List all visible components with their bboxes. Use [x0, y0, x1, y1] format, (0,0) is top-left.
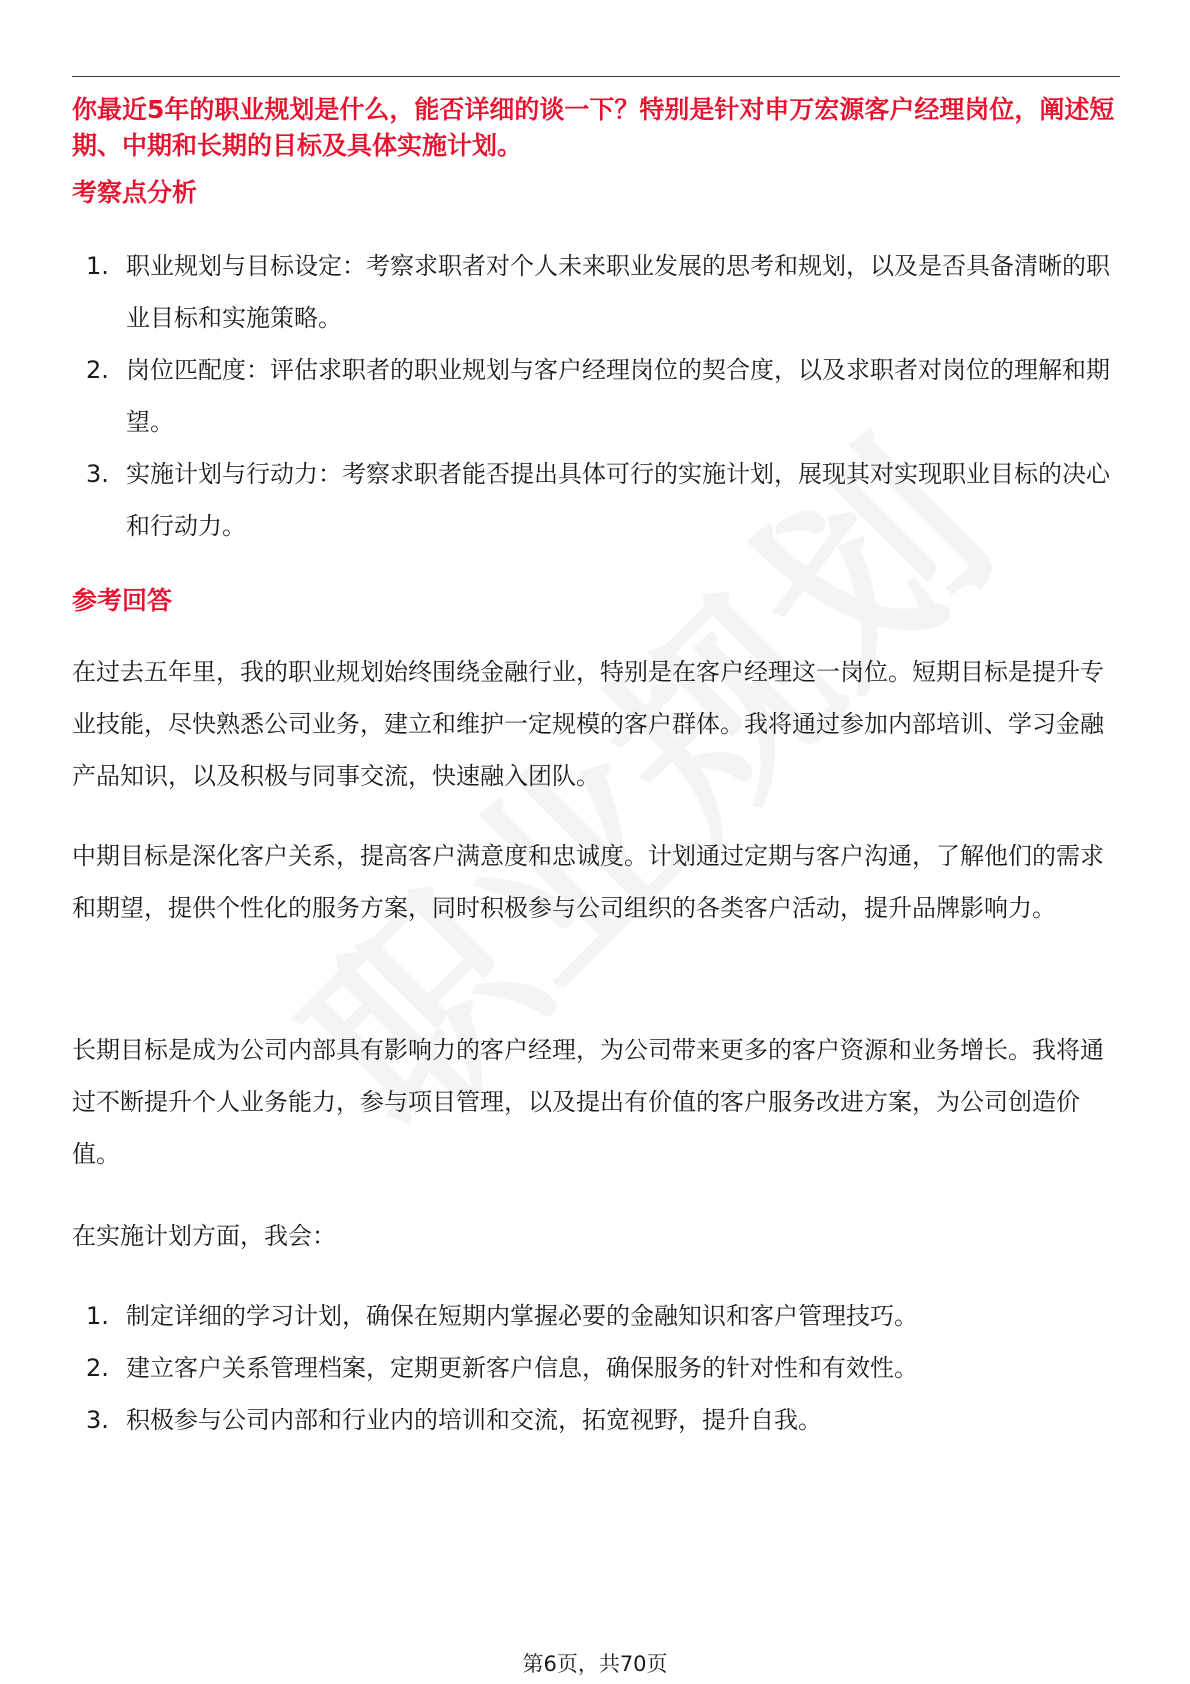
analysis-title: 考察点分析: [72, 178, 198, 207]
list-item: [72, 448, 1120, 552]
list-item: [72, 240, 1120, 344]
list-item-number: 2.: [86, 356, 109, 384]
list-item-text: 制定详细的学习计划，确保在短期内掌握必要的金融知识和客户管理技巧。: [126, 1302, 918, 1330]
analysis-list: [72, 240, 1120, 552]
list-item: [72, 1342, 1120, 1394]
list-item: [72, 1394, 1120, 1446]
header-rule: [72, 76, 1120, 77]
list-item: [72, 1290, 1120, 1342]
answer-title: 参考回答: [72, 586, 173, 615]
list-item-text: 职业规划与目标设定：考察求职者对个人未来职业发展的思考和规划，以及是否具备清晰的职业目标和实施策略。: [126, 252, 1110, 332]
list-item-number: 3.: [86, 1406, 109, 1434]
list-item-number: 1.: [86, 252, 109, 280]
list-item-text: 实施计划与行动力：考察求职者能否提出具体可行的实施计划，展现其对实现职业目标的决心和行动力。: [126, 460, 1110, 540]
list-item: [72, 344, 1120, 448]
list-item-text: 岗位匹配度：评估求职者的职业规划与客户经理岗位的契合度，以及求职者对岗位的理解和期望。: [126, 356, 1110, 436]
list-item-text: 积极参与公司内部和行业内的培训和交流，拓宽视野，提升自我。: [126, 1406, 822, 1434]
page-footer: 第6页，共70页: [522, 1652, 668, 1676]
answer-paragraph-2: 中期目标是深化客户关系，提高客户满意度和忠诚度。计划通过定期与客户沟通，了解他们的需求和期望，提供个性化的服务方案，同时积极参与公司组织的各类客户活动，提升品牌影响力。: [72, 842, 1104, 922]
list-item-number: 2.: [86, 1354, 109, 1382]
plan-list: [72, 1290, 1120, 1446]
list-item-number: 1.: [86, 1302, 109, 1330]
answer-paragraph-1: 在过去五年里，我的职业规划始终围绕金融行业，特别是在客户经理这一岗位。短期目标是提升专业技能，尽快熟悉公司业务，建立和维护一定规模的客户群体。我将通过参加内部培训、学习金融产品知识，以及积极与同事交流，快速融入团队。: [72, 658, 1104, 790]
answer-paragraph-3: 长期目标是成为公司内部具有影响力的客户经理，为公司带来更多的客户资源和业务增长。我将通过不断提升个人业务能力，参与项目管理，以及提出有价值的客户服务改进方案，为公司创造价值。: [72, 1036, 1104, 1168]
question-heading: 你最近5年的职业规划是什么，能否详细的谈一下？特别是针对申万宏源客户经理岗位，阐述短期、中期和长期的目标及具体实施计划。: [72, 95, 1115, 160]
answer-paragraph-4: 在实施计划方面，我会：: [72, 1222, 336, 1250]
list-item-number: 3.: [86, 460, 109, 488]
list-item-text: 建立客户关系管理档案，定期更新客户信息，确保服务的针对性和有效性。: [126, 1354, 918, 1382]
